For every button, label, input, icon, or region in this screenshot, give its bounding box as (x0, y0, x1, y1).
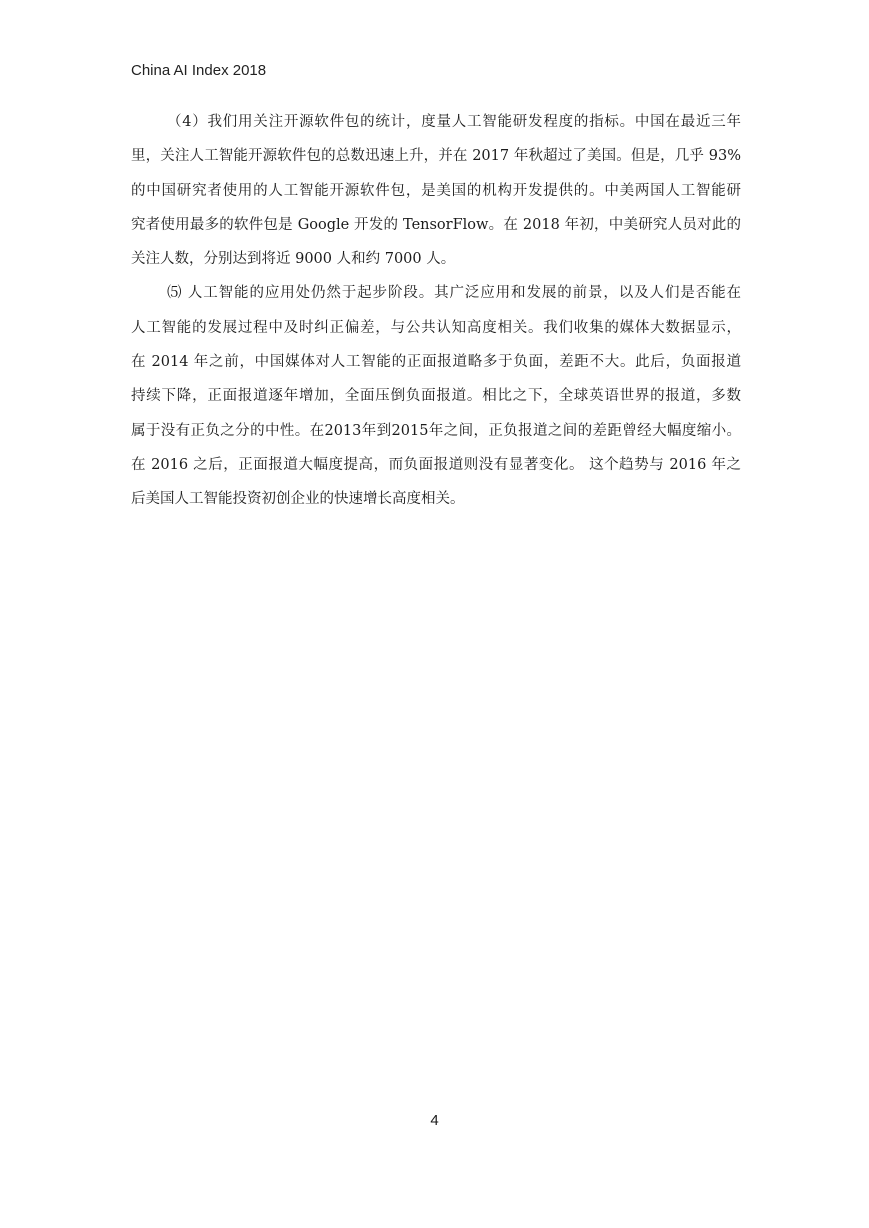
document-header: China AI Index 2018 (131, 62, 267, 79)
paragraph-line: ⑸ 人工智能的应用处仍然于起步阶段。其广泛应用和发展的前景，以及人们是否能在 (167, 285, 741, 302)
paragraph-line: 持续下降，正面报道逐年增加，全面压倒负面报道。相比之下，全球英语世界的报道，多数 (131, 388, 741, 405)
paragraph-line: 的中国研究者使用的人工智能开源软件包，是美国的机构开发提供的。中美两国人工智能研 (131, 182, 741, 199)
paragraph-line: 在 2014 年之前，中国媒体对人工智能的正面报道略多于负面，差距不大。此后，负面报道 (131, 354, 741, 371)
paragraph-line: 究者使用最多的软件包是 Google 开发的 TensorFlow。在 2018 年初，中美研究人员对此的 (131, 216, 741, 233)
paragraph-line: 人工智能的发展过程中及时纠正偏差，与公共认知高度相关。我们收集的媒体大数据显示， (131, 319, 741, 336)
page-number: 4 (430, 1112, 439, 1129)
paragraph-line: 后美国人工智能投资初创企业的快速增长高度相关。 (131, 491, 465, 508)
paragraph-line: 在 2016 之后，正面报道大幅度提高，而负面报道则没有显著变化。 这个趋势与 2016 年之 (131, 456, 741, 473)
paragraph-4 (131, 105, 741, 276)
paragraph-line: 属于没有正负之分的中性。在2013年到2015年之间，正负报道之间的差距曾经大幅度缩小。 (131, 422, 741, 439)
paragraph-line: 里，关注人工智能开源软件包的总数迅速上升，并在 2017 年秋超过了美国。但是，几乎 93% (131, 148, 741, 165)
paragraph-line: （4）我们用关注开源软件包的统计，度量人工智能研发程度的指标。中国在最近三年 (167, 114, 741, 130)
paragraph-line: 关注人数，分别达到将近 9000 人和约 7000 人。 (131, 251, 456, 268)
paragraph-5 (131, 276, 741, 516)
document-body (131, 105, 741, 517)
